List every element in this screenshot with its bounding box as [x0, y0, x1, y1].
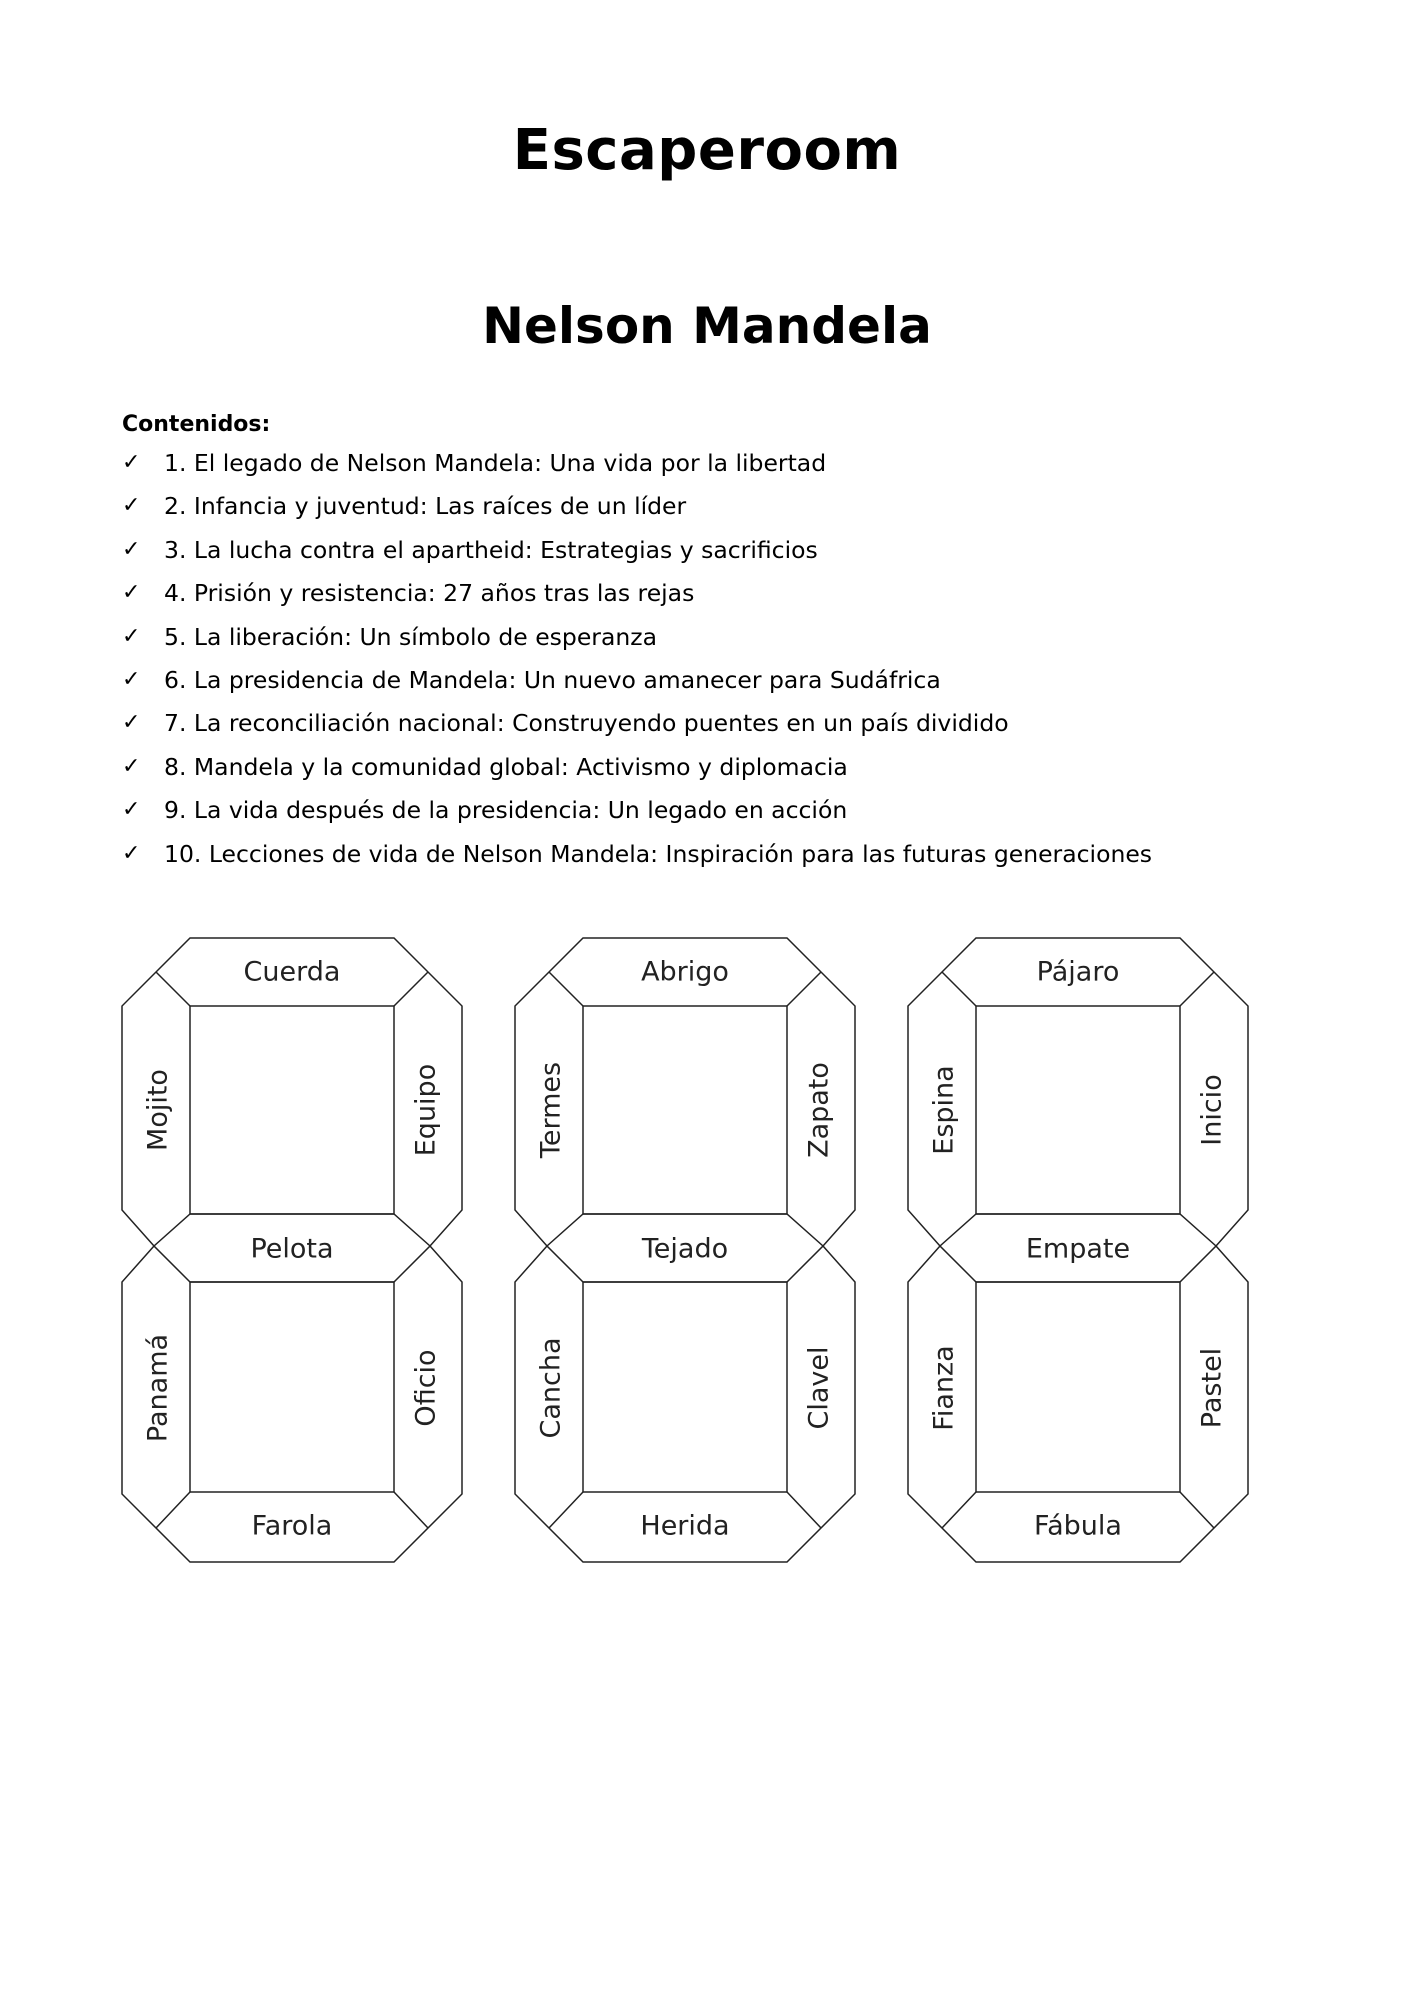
- segment-divider: [787, 972, 821, 1006]
- contents-item-text: 8. Mandela y la comunidad global: Activismo y diplomacia: [164, 752, 848, 781]
- segment-upper-left-label: Espina: [928, 1065, 960, 1155]
- contents-heading: Contenidos:: [122, 412, 271, 437]
- contents-item-text: 1. El legado de Nelson Mandela: Una vida por la libertad: [164, 449, 827, 477]
- segment-lower-right-label: Pastel: [1196, 1347, 1228, 1429]
- segment-upper-right-label: Zapato: [803, 1062, 835, 1158]
- segment-divider: [394, 972, 428, 1006]
- segment-divider: [156, 1492, 190, 1528]
- segment-lower-right-label: Oficio: [410, 1349, 442, 1427]
- contents-item-text: 10. Lecciones de vida de Nelson Mandela: Inspiración para las futuras generaciones: [164, 839, 1153, 868]
- contents-item-text: 5. La liberación: Un símbolo de esperanza: [164, 622, 657, 651]
- checkmark-icon: ✓: [122, 666, 141, 692]
- segment-middle-label: Pelota: [250, 1233, 334, 1265]
- segment-divider: [549, 972, 583, 1006]
- digit-window-upper: [976, 1006, 1180, 1214]
- checkmark-icon: ✓: [122, 710, 141, 736]
- checkmark-icon: ✓: [122, 753, 141, 779]
- document-subtitle: Nelson Mandela: [482, 297, 932, 355]
- segment-lower-right-label: Clavel: [803, 1346, 835, 1430]
- segment-divider: [156, 972, 190, 1006]
- segment-divider: [787, 1492, 821, 1528]
- segment-lower-left-label: Cancha: [535, 1337, 567, 1439]
- segment-divider: [394, 1492, 428, 1528]
- contents-item-text: 3. La lucha contra el apartheid: Estrategias y sacrificios: [164, 535, 818, 564]
- checkmark-icon: ✓: [122, 623, 141, 649]
- segment-bottom-label: Fábula: [1034, 1510, 1122, 1542]
- segment-upper-left-label: Termes: [535, 1061, 567, 1159]
- segment-upper-right-label: Equipo: [410, 1063, 442, 1157]
- segment-bottom-label: Herida: [640, 1510, 730, 1542]
- segment-lower-left-label: Fianza: [928, 1345, 960, 1431]
- segment-divider: [1180, 1492, 1214, 1528]
- digit-window-lower: [976, 1282, 1180, 1492]
- segment-divider: [942, 1492, 976, 1528]
- segment-lower-left-label: Panamá: [142, 1333, 174, 1443]
- segment-bottom-label: Farola: [251, 1510, 333, 1542]
- checkmark-icon: ✓: [122, 493, 141, 519]
- digit-window-lower: [583, 1282, 787, 1492]
- segment-top-label: Pájaro: [1036, 956, 1120, 988]
- segment-middle-label: Empate: [1025, 1233, 1131, 1265]
- segment-top-label: Cuerda: [243, 956, 341, 988]
- contents-item-text: 4. Prisión y resistencia: 27 años tras las rejas: [164, 579, 695, 608]
- segment-divider: [1180, 972, 1214, 1006]
- document-title: Escaperoom: [512, 118, 902, 183]
- checkmark-icon: ✓: [122, 450, 141, 475]
- segment-middle-label: Tejado: [641, 1233, 729, 1265]
- segment-divider: [549, 1492, 583, 1528]
- contents-item-text: 2. Infancia y juventud: Las raíces de un líder: [164, 492, 687, 521]
- contents-item-text: 9. La vida después de la presidencia: Un legado en acción: [164, 796, 848, 825]
- digit-window-upper: [583, 1006, 787, 1214]
- checkmark-icon: ✓: [122, 797, 141, 823]
- segment-upper-right-label: Inicio: [1196, 1074, 1228, 1146]
- segment-divider: [942, 972, 976, 1006]
- checkmark-icon: ✓: [122, 840, 141, 866]
- segment-upper-left-label: Mojito: [142, 1069, 174, 1151]
- digit-window-upper: [190, 1006, 394, 1214]
- contents-item-text: 7. La reconciliación nacional: Construyendo puentes en un país dividido: [164, 709, 1009, 738]
- checkmark-icon: ✓: [122, 580, 141, 606]
- contents-item-text: 6. La presidencia de Mandela: Un nuevo amanecer para Sudáfrica: [164, 665, 941, 694]
- digit-window-lower: [190, 1282, 394, 1492]
- checkmark-icon: ✓: [122, 536, 141, 562]
- segment-top-label: Abrigo: [641, 956, 729, 988]
